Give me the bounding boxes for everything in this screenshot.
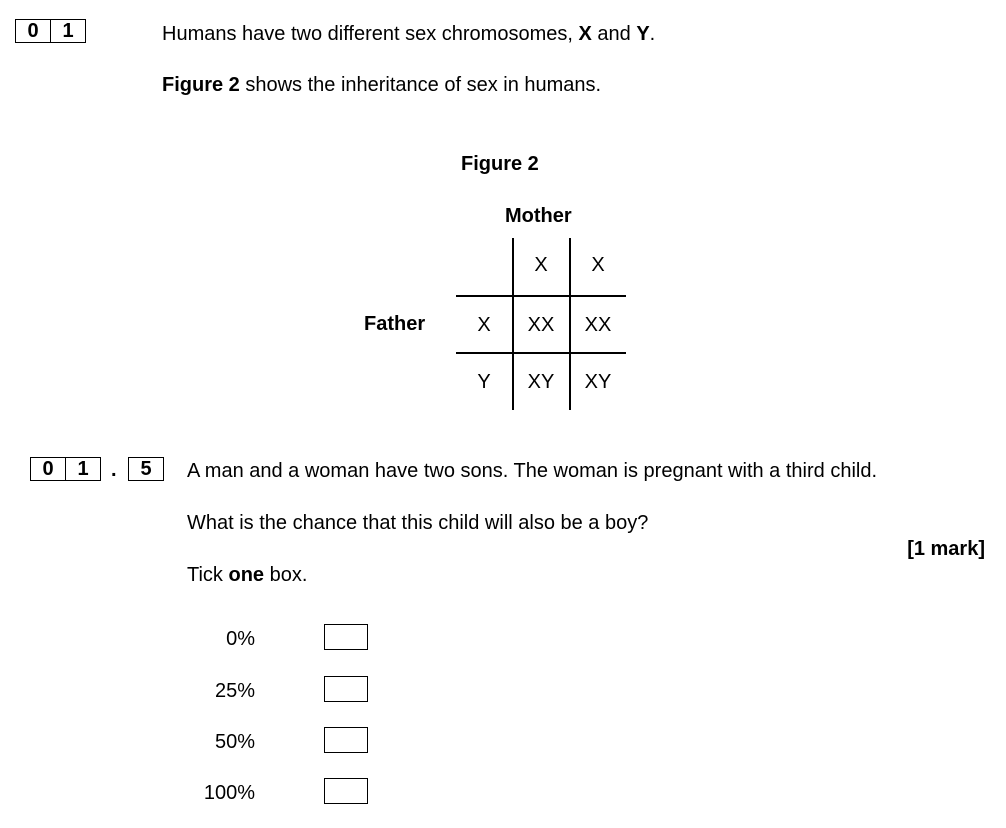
mother-allele-2: X	[591, 254, 605, 276]
offspring-cell: XX	[527, 314, 555, 336]
chromosome-x: X	[578, 23, 592, 45]
mother-allele-1: X	[534, 254, 548, 276]
option-label-50: 50%	[214, 731, 255, 753]
subquestion-dot: .	[111, 459, 117, 481]
question-number-box	[15, 19, 86, 43]
instruction-text	[187, 563, 307, 587]
subquestion-number-digit: 0	[42, 458, 54, 480]
subquestion-part-box	[128, 457, 164, 481]
question-number-digit: 0	[27, 20, 39, 42]
instruction-start: Tick	[187, 564, 229, 586]
grid-line	[569, 238, 571, 410]
offspring-cell: XY	[584, 371, 612, 393]
grid-line	[456, 352, 626, 354]
figure-reference-bold: Figure 2	[162, 74, 240, 96]
figure-reference-text	[162, 73, 601, 97]
question-number-digit: 1	[50, 20, 85, 42]
figure-reference-rest: shows the inheritance of sex in humans.	[239, 74, 602, 96]
subquestion-number-box	[30, 457, 101, 481]
question-text: What is the chance that this child will also be a boy?	[187, 512, 649, 534]
grid-line	[512, 238, 514, 410]
option-label-25: 25%	[214, 680, 255, 702]
instruction-bold: one	[228, 564, 265, 586]
figure-title: Figure 2	[461, 153, 539, 175]
grid-line	[456, 295, 626, 297]
father-allele-2: Y	[477, 371, 491, 393]
tick-box-25[interactable]	[324, 676, 368, 702]
offspring-cell: XY	[527, 371, 555, 393]
father-allele-1: X	[477, 314, 491, 336]
option-label-0: 0%	[226, 628, 255, 650]
mother-label: Mother	[505, 205, 572, 227]
intro-text-end: .	[649, 23, 656, 45]
intro-text-start: Humans have two different sex chromosomes,	[162, 23, 579, 45]
subquestion-number-digit: 1	[65, 458, 100, 480]
instruction-end: box.	[264, 564, 308, 586]
tick-box-50[interactable]	[324, 727, 368, 753]
chromosome-y: Y	[636, 23, 650, 45]
marks-label: [1 mark]	[907, 538, 985, 560]
intro-text	[162, 22, 655, 46]
subquestion-part-digit: 5	[140, 458, 152, 480]
tick-box-0[interactable]	[324, 624, 368, 650]
offspring-cell: XX	[584, 314, 612, 336]
option-label-100: 100%	[203, 782, 255, 804]
question-stem: A man and a woman have two sons. The woman is pregnant with a third child.	[187, 460, 878, 482]
father-label: Father	[364, 313, 426, 335]
intro-text-and: and	[591, 23, 637, 45]
tick-box-100[interactable]	[324, 778, 368, 804]
